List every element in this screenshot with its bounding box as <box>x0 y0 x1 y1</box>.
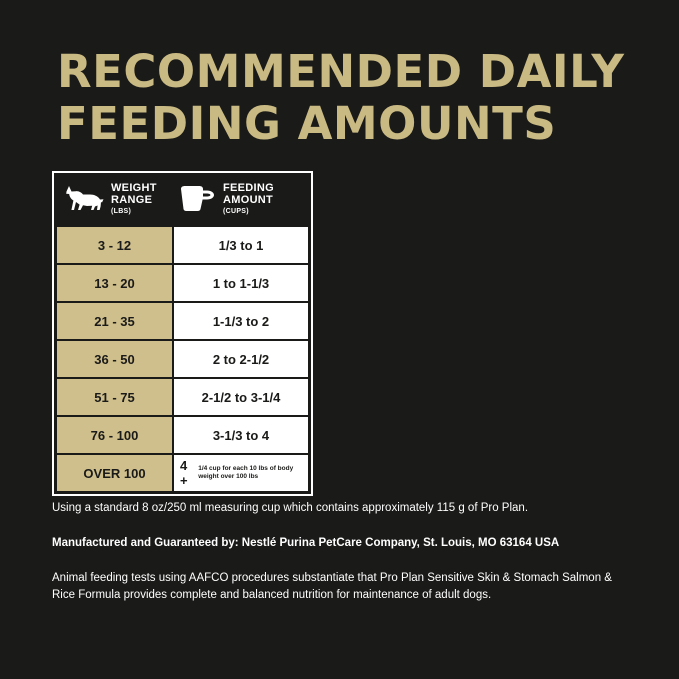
measuring-cup-icon <box>177 183 217 218</box>
weight-cell: 13 - 20 <box>57 265 172 301</box>
table-row <box>54 303 311 339</box>
weight-cell: 51 - 75 <box>57 379 172 415</box>
weight-cell: 76 - 100 <box>57 417 172 453</box>
weight-range-header-text <box>111 182 171 218</box>
weight-cell: 36 - 50 <box>57 341 172 377</box>
page-title <box>57 45 625 150</box>
page-title-line-1: RECOMMENDED DAILY <box>57 45 625 98</box>
weight-range-unit: (LBS) <box>111 208 132 215</box>
weight-range-label: WEIGHT RANGE <box>111 182 157 206</box>
table-row <box>54 417 311 453</box>
amount-value: 4 + <box>180 458 188 488</box>
weight-cell: 21 - 35 <box>57 303 172 339</box>
amount-cell: 1-1/3 to 2 <box>174 303 308 339</box>
feeding-amount-unit: (CUPS) <box>223 208 249 215</box>
dog-icon <box>63 184 105 217</box>
weight-range-header <box>54 182 171 218</box>
amount-cell: 1/3 to 1 <box>174 227 308 263</box>
manufacturer-note: Manufactured and Guaranteed by: Nestlé Purina PetCare Company, St. Louis, MO 63164 USA <box>52 537 560 549</box>
weight-cell: OVER 100 <box>57 455 172 491</box>
table-row-over-100 <box>54 455 311 491</box>
table-row <box>54 227 311 263</box>
footnotes <box>52 500 632 604</box>
table-row <box>54 265 311 301</box>
amount-cell: 2 to 2-1/2 <box>174 341 308 377</box>
amount-cell: 2-1/2 to 3-1/4 <box>174 379 308 415</box>
amount-note: 1/4 cup for each 10 lbs of body weight over 100 lbs <box>198 465 294 480</box>
page-title-line-2: FEEDING AMOUNTS <box>57 97 557 150</box>
feeding-amount-header-text <box>223 182 311 218</box>
feeding-amount-header <box>171 182 311 218</box>
amount-cell: 3-1/3 to 4 <box>174 417 308 453</box>
table-row <box>54 341 311 377</box>
weight-cell: 3 - 12 <box>57 227 172 263</box>
amount-cell: 1 to 1-1/3 <box>174 265 308 301</box>
feeding-table <box>52 171 313 496</box>
table-row <box>54 379 311 415</box>
amount-cell <box>174 455 308 491</box>
aafco-note: Animal feeding tests using AAFCO procedures substantiate that Pro Plan Sensitive Skin & Stomach Salmon & Rice Formula provides complete and balanced nutrition for maintenance of adult dogs. <box>52 572 612 601</box>
table-header-row <box>54 173 311 227</box>
feeding-amount-label: FEEDING AMOUNT <box>223 182 274 206</box>
cup-note: Using a standard 8 oz/250 ml measuring cup which contains approximately 115 g of Pro Plan. <box>52 502 529 514</box>
